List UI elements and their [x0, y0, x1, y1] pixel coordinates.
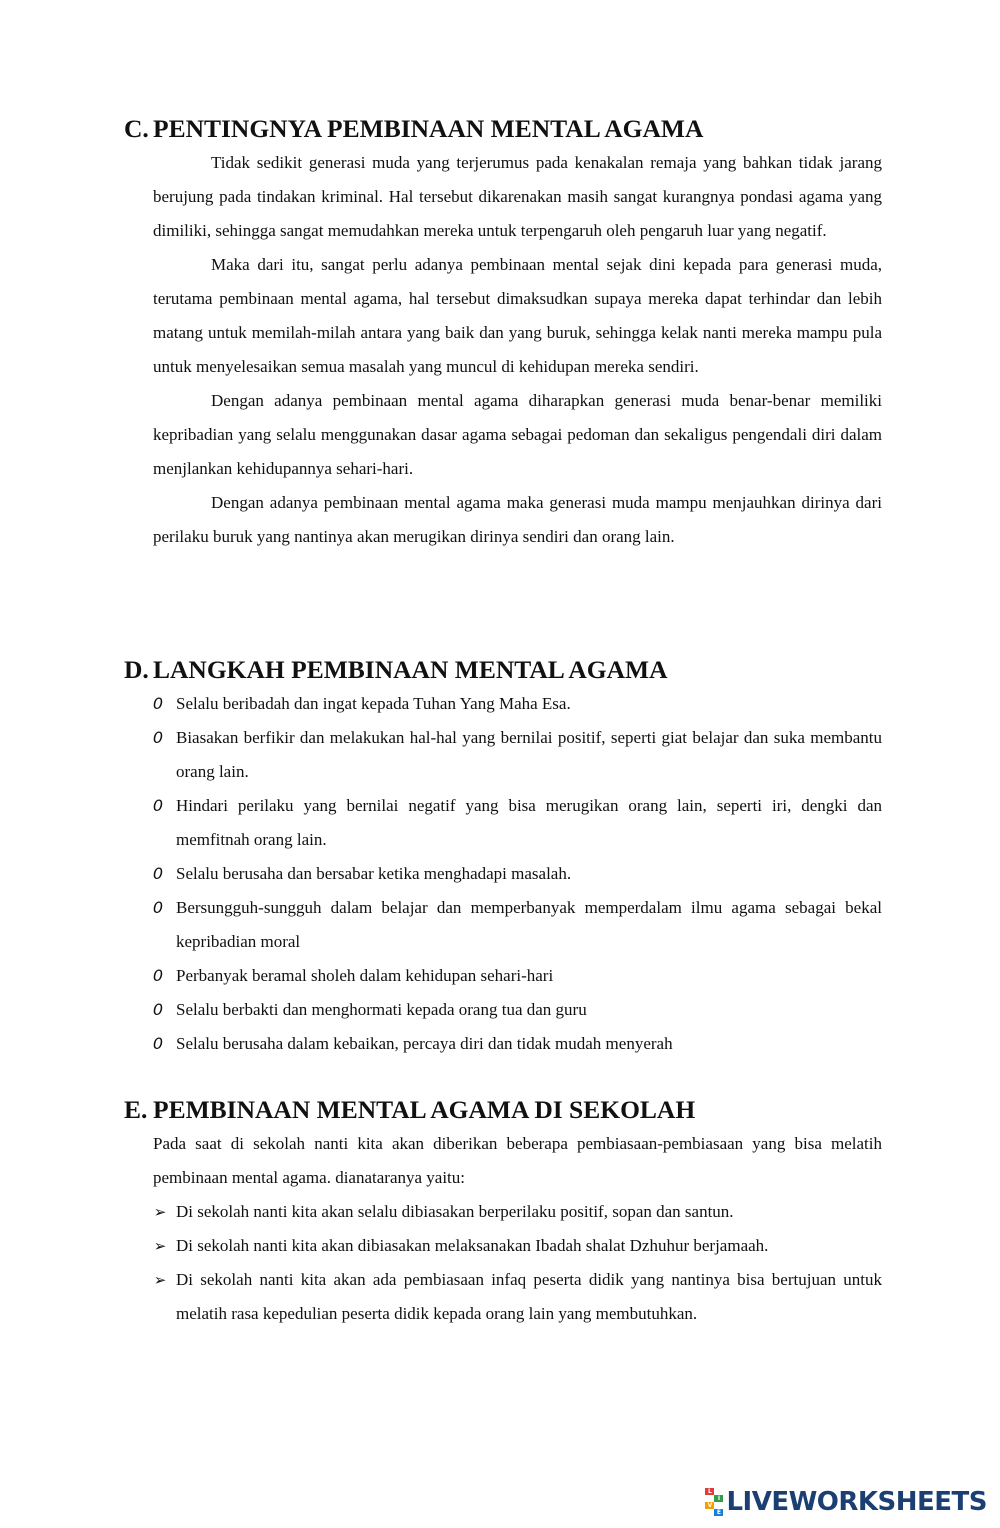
section-d-letter: D.	[124, 655, 149, 684]
bullet-icon: 0	[152, 694, 164, 713]
list-item	[153, 1263, 882, 1331]
list-item	[153, 721, 882, 789]
section-e-title: PEMBINAAN MENTAL AGAMA DI SEKOLAH	[153, 1095, 696, 1124]
section-c-letter: C.	[124, 114, 149, 143]
list-item	[153, 1229, 882, 1263]
bullet-icon: 0	[152, 864, 164, 883]
bullet-icon: 0	[152, 1000, 164, 1019]
arrow-bullet-icon: ➢	[153, 1271, 167, 1289]
bullet-icon: 0	[152, 1034, 164, 1053]
list-item-text: Di sekolah nanti kita akan ada pembiasaan infaq peserta didik yang nantinya bisa bertujuan untuk melatih rasa kepedulian peserta didik kepada orang lain yang membutuhkan.	[176, 1270, 882, 1323]
liveworksheets-logo-icon	[705, 1488, 723, 1516]
list-item-text: Hindari perilaku yang bernilai negatif yang bisa merugikan orang lain, seperti iri, dengki dan memfitnah orang lain.	[176, 796, 882, 849]
list-item	[153, 789, 882, 857]
liveworksheets-logo-text: LIVEWORKSHEETS	[726, 1487, 987, 1517]
bullet-icon: 0	[152, 796, 164, 815]
section-e	[124, 1097, 882, 1331]
bullet-icon: 0	[152, 728, 164, 747]
section-d	[124, 657, 882, 1061]
list-item	[153, 1027, 882, 1061]
section-c-paragraph-2: Maka dari itu, sangat perlu adanya pembinaan mental sejak dini kepada para generasi muda, terutama pembinaan mental agama, hal tersebut dimaksudkan supaya mereka dapat terhindar dan lebih matang untuk memilah-milah antara yang baik dan yang buruk, sehingga kelak nanti mereka mampu pula untuk menyelesaikan semua masalah yang muncul di kehidupan mereka sendiri.	[153, 255, 882, 376]
list-item-text: Selalu beribadah dan ingat kepada Tuhan Yang Maha Esa.	[176, 694, 571, 713]
bullet-icon: 0	[152, 966, 164, 985]
section-e-heading	[124, 1097, 882, 1123]
arrow-bullet-icon: ➢	[153, 1237, 167, 1255]
list-item	[153, 857, 882, 891]
section-c-title: PENTINGNYA PEMBINAAN MENTAL AGAMA	[153, 114, 704, 143]
logo-letter-e: E	[714, 1509, 723, 1516]
list-item-text: Di sekolah nanti kita akan dibiasakan melaksanakan Ibadah shalat Dzhuhur berjamaah.	[176, 1236, 769, 1255]
list-item-text: Selalu berusaha dan bersabar ketika menghadapi masalah.	[176, 864, 572, 883]
logo-letter-l: L	[705, 1488, 714, 1495]
list-item-text: Biasakan berfikir dan melakukan hal-hal yang bernilai positif, seperti giat belajar dan suka membantu orang lain.	[176, 728, 882, 781]
section-e-list	[153, 1195, 882, 1331]
list-item-text: Selalu berusaha dalam kebaikan, percaya diri dan tidak mudah menyerah	[176, 1034, 673, 1053]
list-item	[153, 687, 882, 721]
list-item-text: Di sekolah nanti kita akan selalu dibiasakan berperilaku positif, sopan dan santun.	[176, 1202, 734, 1221]
section-c-heading	[124, 116, 882, 142]
list-item	[153, 993, 882, 1027]
section-d-title: LANGKAH PEMBINAAN MENTAL AGAMA	[153, 655, 668, 684]
logo-letter-v: V	[705, 1502, 714, 1509]
list-item-text: Bersungguh-sungguh dalam belajar dan memperbanyak memperdalam ilmu agama sebagai bekal kepribadian moral	[176, 898, 882, 951]
list-item	[153, 891, 882, 959]
section-d-heading	[124, 657, 882, 683]
section-e-intro: Pada saat di sekolah nanti kita akan diberikan beberapa pembiasaan-pembiasaan yang bisa melatih pembinaan mental agama. dianataranya yaitu:	[153, 1134, 882, 1187]
section-e-letter: E.	[124, 1095, 148, 1124]
list-item-text: Selalu berbakti dan menghormati kepada orang tua dan guru	[176, 1000, 587, 1019]
section-c-paragraph-3: Dengan adanya pembinaan mental agama diharapkan generasi muda benar-benar memiliki kepribadian yang selalu menggunakan dasar agama sebagai pedoman dan sekaligus pengendali diri dalam menjlankan kehidupannya sehari-hari.	[153, 391, 882, 478]
liveworksheets-logo[interactable]	[705, 1484, 987, 1520]
section-d-list	[153, 687, 882, 1061]
logo-letter-i: I	[714, 1495, 723, 1502]
arrow-bullet-icon: ➢	[153, 1203, 167, 1221]
section-c-paragraph-4: Dengan adanya pembinaan mental agama maka generasi muda mampu menjauhkan dirinya dari perilaku buruk yang nantinya akan merugikan dirinya sendiri dan orang lain.	[153, 493, 882, 546]
list-item	[153, 1195, 882, 1229]
list-item	[153, 959, 882, 993]
bullet-icon: 0	[152, 898, 164, 917]
list-item-text: Perbanyak beramal sholeh dalam kehidupan sehari-hari	[176, 966, 554, 985]
section-c	[124, 116, 882, 554]
section-c-paragraph-1: Tidak sedikit generasi muda yang terjerumus pada kenakalan remaja yang bahkan tidak jarang berujung pada tindakan kriminal. Hal tersebut dikarenakan masih sangat kurangnya pondasi agama yang dimiliki, sehingga sangat memudahkan mereka untuk terpengaruh oleh pengaruh luar yang negatif.	[153, 153, 882, 240]
